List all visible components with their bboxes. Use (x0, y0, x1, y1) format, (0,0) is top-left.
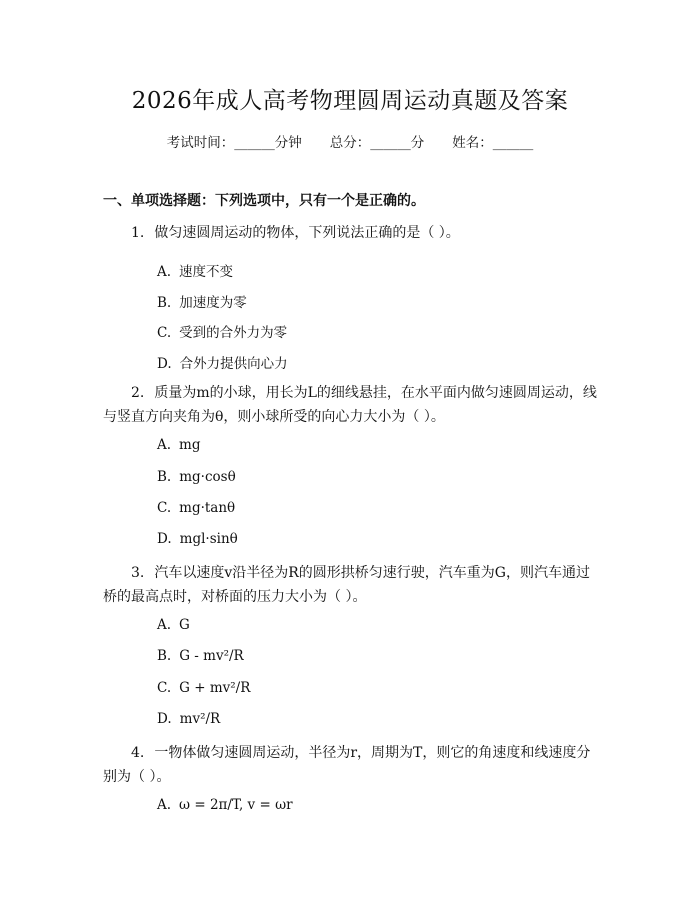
option-letter: A. (157, 617, 172, 633)
option-letter: D. (157, 356, 172, 372)
exam-time: 考试时间：______分钟 (166, 135, 302, 151)
option-text: G (179, 617, 190, 633)
question-number: 3. (131, 565, 145, 581)
question-2 (103, 381, 603, 429)
option-3-c (157, 680, 250, 696)
exam-meta (0, 131, 700, 151)
option-text: G + mv²/R (179, 680, 251, 696)
option-3-d (157, 711, 220, 727)
question-text: 做匀速圆周运动的物体，下列说法正确的是（ ）。 (154, 225, 460, 241)
option-text: mg·cosθ (179, 469, 236, 485)
option-letter: D. (157, 531, 172, 547)
option-3-b (157, 648, 244, 664)
question-4 (103, 741, 603, 789)
option-text: 速度不变 (179, 264, 234, 280)
option-letter: C. (157, 500, 172, 516)
option-text: 加速度为零 (179, 295, 247, 311)
option-text: 受到的合外力为零 (179, 325, 288, 341)
question-1 (103, 221, 603, 245)
option-letter: B. (157, 648, 172, 664)
option-letter: A. (157, 264, 172, 280)
question-text: 汽车以速度v沿半径为R的圆形拱桥匀速行驶，汽车重为G，则汽车通过桥的最高点时，对桥面的压力大小为（ ）。 (103, 565, 590, 605)
option-letter: C. (157, 680, 172, 696)
option-4-a (157, 797, 293, 813)
option-1-a (157, 260, 233, 280)
option-text: ω = 2π/T, v = ωr (179, 797, 293, 813)
option-letter: A. (157, 437, 172, 453)
question-number: 1. (131, 225, 145, 241)
option-letter: C. (157, 325, 172, 341)
option-1-b (157, 291, 247, 311)
option-2-d (157, 531, 238, 547)
option-letter: D. (157, 711, 172, 727)
total-score: 总分：______分 (329, 135, 425, 151)
option-text: mgl·sinθ (179, 531, 238, 547)
option-text: 合外力提供向心力 (179, 356, 288, 372)
option-2-a (157, 437, 201, 453)
option-text: mg·tanθ (179, 500, 236, 516)
question-number: 4. (131, 745, 145, 761)
question-text: 一物体做匀速圆周运动，半径为r，周期为T，则它的角速度和线速度分别为（ ）。 (103, 745, 591, 785)
option-1-d (157, 352, 288, 372)
option-text: G - mv²/R (179, 648, 244, 664)
question-3 (103, 561, 603, 609)
page-title: 2026年成人高考物理圆周运动真题及答案 (131, 88, 569, 114)
option-letter: B. (157, 469, 172, 485)
option-text: mg (179, 437, 201, 453)
option-3-a (157, 617, 190, 633)
option-1-c (157, 321, 287, 341)
option-2-b (157, 469, 236, 485)
question-number: 2. (131, 385, 145, 401)
student-name: 姓名：______ (452, 135, 534, 151)
question-text: 质量为m的小球，用长为L的细线悬挂，在水平面内做匀速圆周运动，线与竖直方向夹角为θ，则小球所受的向心力大小为（ ）。 (103, 385, 597, 425)
option-letter: A. (157, 797, 172, 813)
option-2-c (157, 500, 235, 516)
section-heading: 一、单项选择题：下列选项中，只有一个是正确的。 (103, 193, 425, 209)
option-text: mv²/R (179, 711, 221, 727)
option-letter: B. (157, 295, 172, 311)
